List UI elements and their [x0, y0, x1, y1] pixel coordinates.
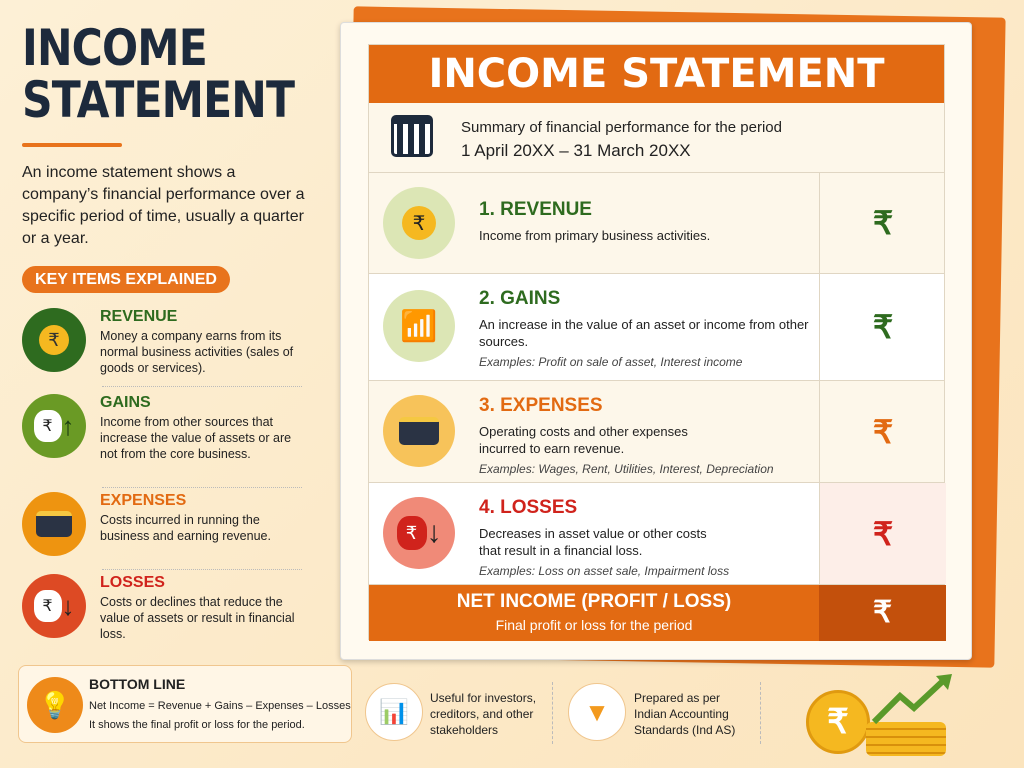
row-title: 3. EXPENSES [479, 395, 603, 416]
table-row-losses [369, 483, 944, 585]
row-title: 4. LOSSES [479, 497, 578, 518]
intro-text: An income statement shows a company’s financial performance over a specific period of time, usually a quarter or a year. [22, 164, 305, 247]
chart-magnifier-icon: 📊 [365, 683, 423, 741]
period-text: 1 April 20XX – 31 March 20XX [461, 141, 691, 160]
item-desc: Income from other sources that increase the value of assets or are not from the core business. [100, 415, 292, 461]
summary-text: Summary of financial performance for the period [461, 119, 782, 136]
item-name: EXPENSES [100, 492, 187, 509]
lightbulb-icon: 💡 [27, 677, 83, 733]
statement-table [368, 44, 945, 640]
wallet-icon [383, 395, 455, 467]
divider [552, 682, 553, 744]
row-desc: Decreases in asset value or other costs that result in a financial loss. [479, 526, 707, 558]
divider [102, 569, 302, 570]
row-value: ₹ [819, 483, 946, 584]
key-item-gains [22, 394, 304, 462]
bottom-line-box [18, 665, 352, 743]
divider [102, 487, 302, 488]
money-bag-down-icon: ₹ ↓ [22, 574, 86, 638]
hand-coin-icon: ₹ [22, 308, 86, 372]
item-desc: Costs or declines that reduce the value of assets or result in financial loss. [100, 595, 295, 641]
india-map-icon: ▼ [568, 683, 626, 741]
table-row-gains [369, 274, 944, 381]
money-bag-down-icon: ₹ ↓ [383, 497, 455, 569]
row-desc: Operating costs and other expenses incurred to earn revenue. [479, 424, 688, 456]
rupee-coin-icon: ₹ [806, 690, 870, 754]
row-examples: Examples: Wages, Rent, Utilities, Interest, Depreciation [479, 462, 774, 476]
growth-arrow-icon [870, 672, 954, 728]
key-item-losses [22, 574, 304, 642]
row-value: ₹ [819, 173, 946, 273]
item-name: REVENUE [100, 308, 178, 325]
useful-text: Useful for investors, creditors, and other stakeholders [430, 691, 537, 737]
row-examples: Examples: Loss on asset sale, Impairment loss [479, 564, 730, 578]
title-line-2: STATEMENT [22, 71, 295, 129]
row-examples: Examples: Profit on sale of asset, Interest income [479, 355, 743, 369]
statement-header: INCOME STATEMENT [369, 45, 944, 103]
table-row-revenue [369, 173, 944, 274]
formula-note: It shows the final profit or loss for the period. [89, 719, 305, 731]
row-desc: Income from primary business activities. [479, 228, 711, 243]
item-name: LOSSES [100, 574, 165, 591]
item-name: GAINS [100, 394, 151, 411]
row-title: 1. REVENUE [479, 199, 592, 220]
net-income-row [369, 585, 944, 641]
row-desc: An increase in the value of an asset or income from other sources. [479, 317, 809, 349]
money-bag-up-icon: ₹ ↑ [22, 394, 86, 458]
formula: Net Income = Revenue + Gains – Expenses – Losses [89, 700, 351, 712]
bottom-line-title: BOTTOM LINE [89, 676, 186, 692]
divider [760, 682, 761, 744]
hand-coin-icon: ₹ [383, 187, 455, 259]
net-income-value: ₹ [819, 585, 946, 641]
item-desc: Costs incurred in running the business and earning revenue. [100, 513, 271, 543]
wallet-icon [22, 492, 86, 556]
net-income-desc: Final profit or loss for the period [495, 617, 693, 633]
prepared-text: Prepared as per Indian Accounting Standards (Ind AS) [634, 691, 736, 737]
net-income-title: NET INCOME (PROFIT / LOSS) [456, 591, 732, 612]
growth-chart-icon: 📶 [383, 290, 455, 362]
row-title: 2. GAINS [479, 288, 561, 309]
divider [102, 386, 302, 387]
period-row [369, 103, 944, 173]
key-items-label: KEY ITEMS EXPLAINED [22, 266, 230, 293]
calendar-icon [391, 115, 433, 157]
key-item-revenue [22, 308, 304, 376]
table-row-expenses [369, 381, 944, 483]
row-value: ₹ [819, 274, 946, 380]
item-desc: Money a company earns from its normal business activities (sales of goods or services). [100, 329, 294, 375]
title-underline [22, 143, 122, 147]
key-item-expenses [22, 492, 304, 556]
title-line-1: INCOME [22, 19, 207, 77]
row-value: ₹ [819, 381, 946, 482]
page-title [22, 19, 295, 129]
